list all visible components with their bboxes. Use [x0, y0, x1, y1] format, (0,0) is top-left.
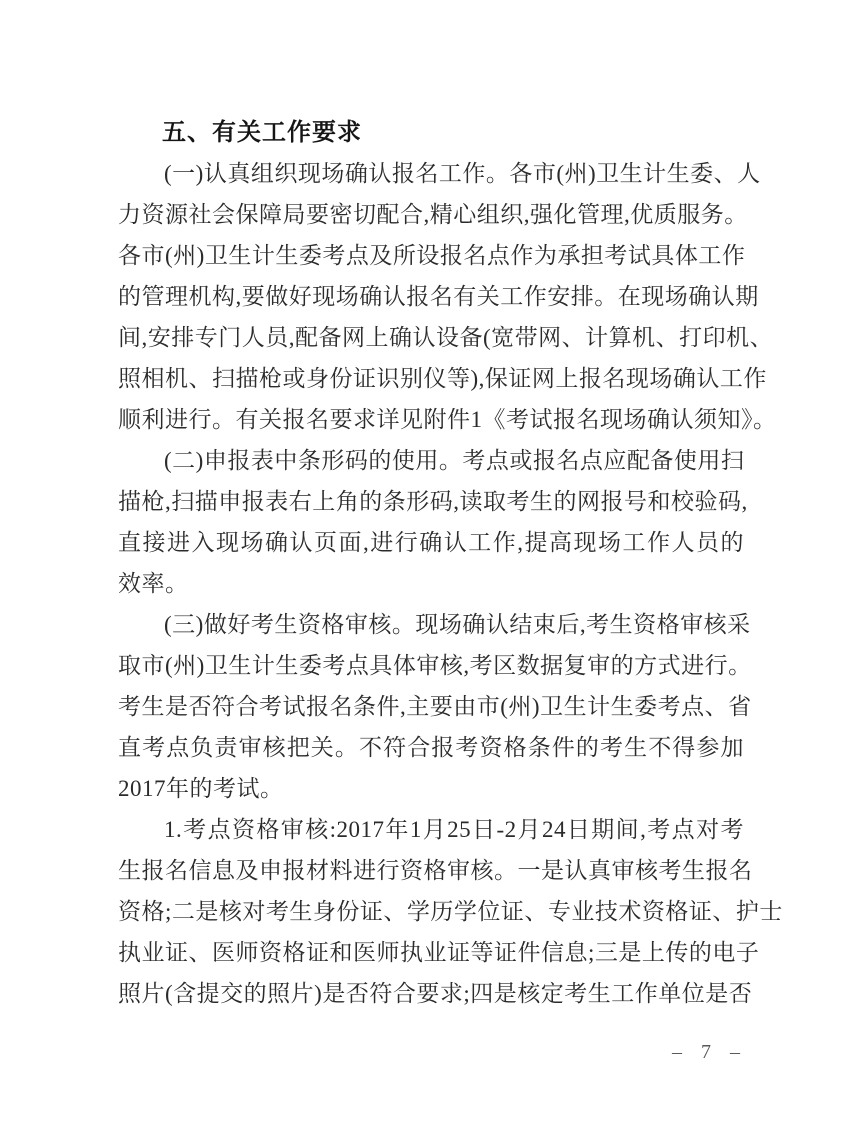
- body-line: 描枪,扫描申报表右上角的条形码,读取考生的网报号和校验码,: [118, 489, 748, 514]
- body-line: (二)申报表中条形码的使用。考点或报名点应配备使用扫: [164, 448, 745, 473]
- body-line: 的管理机构,要做好现场确认报名有关工作安排。在现场确认期: [118, 284, 759, 309]
- body-line: (三)做好考生资格审核。现场确认结束后,考生资格审核采: [164, 612, 751, 637]
- body-line: 生报名信息及申报材料进行资格审核。一是认真审核考生报名: [118, 858, 753, 883]
- body-line: 1.考点资格审核:2017年1月25日-2月24日期间,考点对考: [164, 817, 744, 842]
- body-line: 资格;二是核对考生身份证、学历学位证、专业技术资格证、护士: [118, 899, 783, 924]
- body-line: 间,安排专门人员,配备网上确认设备(宽带网、计算机、打印机、: [118, 325, 774, 350]
- body-line: 取市(州)卫生计生委考点具体审核,考区数据复审的方式进行。: [118, 653, 752, 678]
- body-line: 直考点负责审核把关。不符合报考资格条件的考生不得参加: [118, 735, 744, 760]
- body-line: 力资源社会保障局要密切配合,精心组织,强化管理,优质服务。: [118, 202, 748, 227]
- body-line: 考生是否符合考试报名条件,主要由市(州)卫生计生委考点、省: [118, 694, 752, 719]
- body-line: 照相机、扫描枪或身份证识别仪等),保证网上报名现场确认工作: [118, 366, 767, 391]
- page-number: – 7 –: [672, 1041, 747, 1063]
- body-line: 各市(州)卫生计生委考点及所设报名点作为承担考试具体工作: [118, 243, 746, 268]
- body-line: 顺利进行。有关报名要求详见附件1《考试报名现场确认须知》。: [118, 407, 777, 432]
- body-line: 直接进入现场确认页面,进行确认工作,提高现场工作人员的: [118, 530, 744, 555]
- body-line: 效率。: [118, 571, 189, 596]
- document-body: [118, 112, 783, 1014]
- body-line: 执业证、医师资格证和医师执业证等证件信息;三是上传的电子: [118, 940, 760, 965]
- body-line: (一)认真组织现场确认报名工作。各市(州)卫生计生委、人: [164, 161, 761, 186]
- body-line: 照片(含提交的照片)是否符合要求;四是核定考生工作单位是否: [118, 981, 753, 1006]
- section-heading: 五、有关工作要求: [162, 119, 362, 146]
- body-line: 2017年的考试。: [118, 776, 284, 801]
